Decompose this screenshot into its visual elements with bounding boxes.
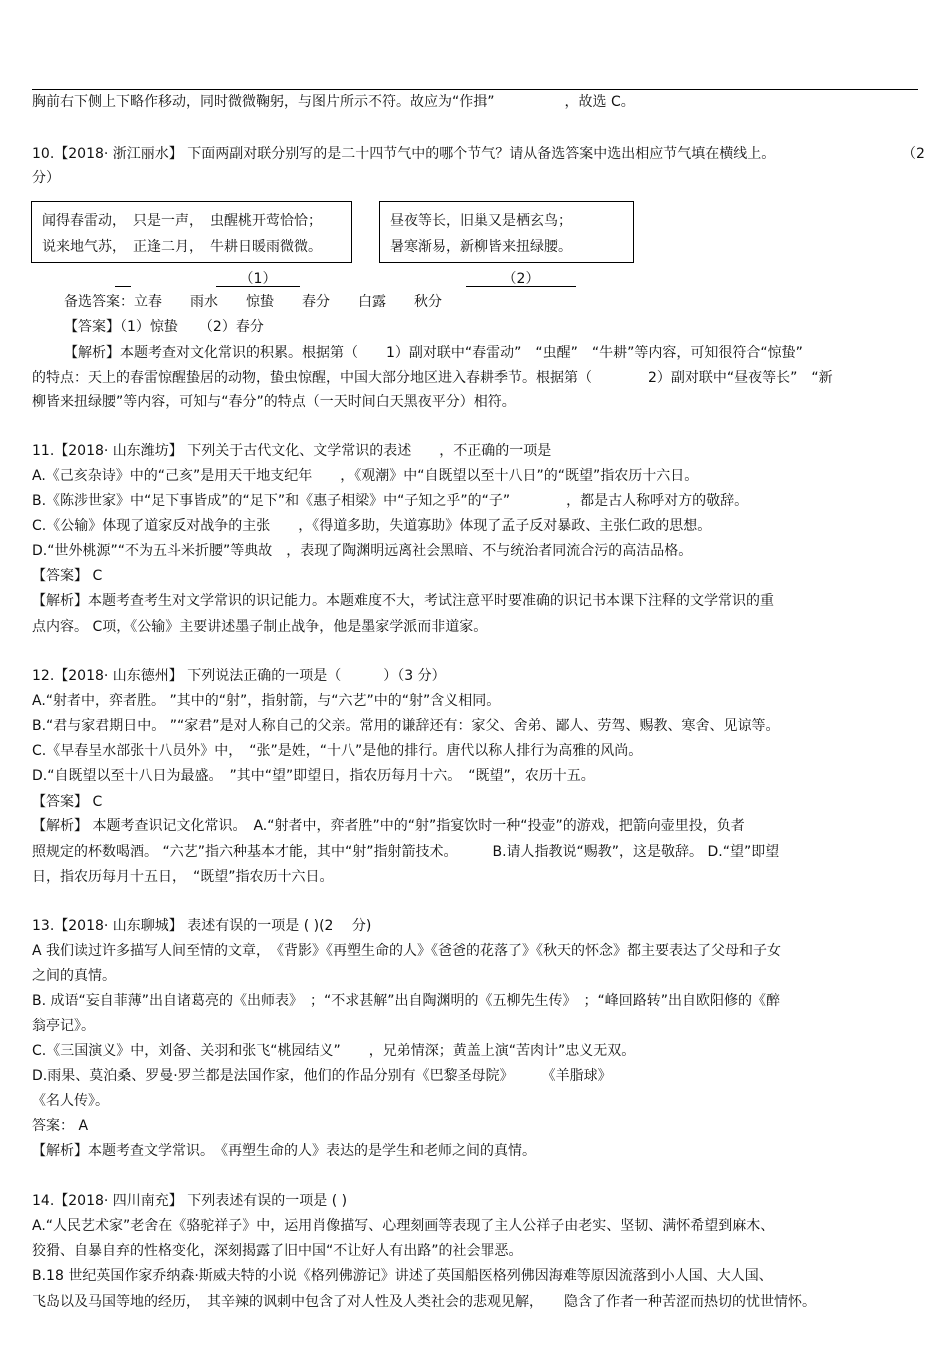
couplet-2-line-2: 暑寒渐易，新柳皆来扭绿腰。 — [390, 239, 572, 255]
question-12-option-a: A.“射者中，弈者胜。 ”其中的“射”，指射箭，与“六艺”中的“射”含义相同。 — [32, 693, 501, 709]
answer-blank-2[interactable] — [466, 268, 576, 287]
question-11-analysis-cont: 点内容。 C项，《公输》主要讲述墨子制止战争，他是墨家学派而非道家。 — [32, 619, 488, 635]
question-13-option-d: D.雨果、莫泊桑、罗曼·罗兰都是法国作家，他们的作品分别有《巴黎圣母院》 《羊脂球》 — [32, 1068, 612, 1084]
question-10-analysis: 【解析】本题考查对文化常识的积累。根据第（ 1）副对联中“春雷动” “虫醒” “牛耕”等内容，可知很符合“惊蛰” — [64, 345, 803, 361]
question-13-answer: 答案： A — [32, 1118, 89, 1134]
question-13-option-a: A 我们读过许多描写人间至情的文章， 《背影》《再塑生命的人》《爸爸的花落了》《秋天的怀念》都主要表达了父母和子女 — [32, 943, 782, 959]
question-10-analysis-cont: 柳皆来扭绿腰”等内容，可知与“春分”的特点（一天时间白天黑夜平分）相符。 — [32, 394, 516, 410]
question-11-option-c: C.《公输》体现了道家反对战争的主张 ，《得道多助，失道寡助》体现了孟子反对暴政、主张仁政的思想。 — [32, 518, 712, 534]
question-12-analysis-cont: 照规定的杯数喝酒。 “六艺”指六种基本才能，其中“射”指射箭技术。 B.请人指教说“赐教”，这是敬辞。 D.“望”即望 — [32, 844, 780, 860]
question-10-score-unit: 分） — [32, 170, 60, 186]
question-14-option-a: A.“人民艺术家”老舍在《骆驼祥子》中，运用肖像描写、心理刻画等表现了主人公祥子由老实、坚韧、满怀希望到麻木、 — [32, 1218, 775, 1234]
question-14-stem: 14.【2018· 四川南充】 下列表述有误的一项是 ( ) — [32, 1193, 348, 1209]
question-13-analysis: 【解析】本题考查文学常识。 《再塑生命的人》表达的是学生和老师之间的真情。 — [32, 1143, 536, 1159]
question-13-stem: 13.【2018· 山东聊城】 表述有误的一项是 ( )(2 分) — [32, 918, 372, 934]
question-10-stem: 10.【2018· 浙江丽水】 下面两副对联分别写的是二十四节气中的哪个节气？请从备选答案中选出相应节气填在横线上。 — [32, 146, 776, 162]
question-10-answer: 【答案】（1）惊蛰 （2）春分 — [64, 319, 264, 335]
question-10-analysis-cont: 的特点：天上的春雷惊醒蛰居的动物，蛰虫惊醒，中国大部分地区进入春耕季节。根据第（ 2）副对联中“昼夜等长” “新 — [32, 370, 833, 386]
question-12-analysis: 【解析】 本题考查识记文化常识。 A.“射者中，弈者胜”中的“射”指宴饮时一种“投壶”的游戏，把箭向壶里投，负者 — [32, 818, 745, 834]
question-13-option-b-cont: 翁亭记》。 — [32, 1018, 95, 1034]
question-12-option-d: D.“自既望以至十八日为最盛。 ”其中“望”即望日，指农历每月十六。 “既望”，农历十五。 — [32, 768, 595, 784]
question-11-option-d: D.“世外桃源”“不为五斗米折腰”等典故 ，表现了陶渊明远离社会黑暗、不与统治者同流合污的高洁品格。 — [32, 543, 693, 559]
couplet-box-1 — [31, 201, 352, 263]
question-12-stem: 12.【2018· 山东德州】 下列说法正确的一项是（ ）（3 分） — [32, 668, 446, 684]
question-11-option-b: B.《陈涉世家》中“足下事皆成”的“足下”和《惠子相梁》中“子知之乎”的“子” ，都是古人称呼对方的敬辞。 — [32, 493, 749, 509]
couplet-1-line-1: 闻得春雷动， 只是一声， 虫醒桃开莺恰恰； — [42, 213, 322, 229]
answer-blank-1-prefix — [115, 268, 131, 287]
blank-1-label: （1） — [239, 271, 277, 287]
question-14-option-b-cont: 飞岛以及马国等地的经历， 其辛辣的讽刺中包含了对人性及人类社会的悲观见解， 隐含了作者一种苦涩而热切的忧世情怀。 — [32, 1294, 816, 1310]
text-line: 胸前右下侧上下略作移动，同时微微鞠躬，与图片所示不符。故应为“作揖” ，故选 C。 — [32, 94, 635, 110]
question-10-options: 备选答案：立春 雨水 惊蛰 春分 白露 秋分 — [64, 294, 442, 310]
question-11-analysis: 【解析】本题考查考生对文学常识的识记能力。本题难度不大，考试注意平时要准确的识记书本课下注释的文学常识的重 — [32, 593, 774, 609]
question-12-option-c: C.《早春呈水部张十八员外》中， “张”是姓，“十八”是他的排行。唐代以称人排行为高雅的风尚。 — [32, 743, 643, 759]
question-13-option-d-cont: 《名人传》。 — [32, 1093, 109, 1109]
question-12-analysis-cont: 日，指农历每月十五日， “既望”指农历十六日。 — [32, 869, 334, 885]
question-14-option-a-cont: 狡猾、自暴自弃的性格变化，深刻揭露了旧中国“不让好人有出路”的社会罪恶。 — [32, 1243, 523, 1259]
question-11-stem: 11.【2018· 山东潍坊】 下列关于古代文化、文学常识的表述 ，不正确的一项是 — [32, 443, 552, 459]
question-13-option-b: B. 成语“妄自菲薄”出自诸葛亮的《出师表》 ；“不求甚解”出自陶渊明的《五柳先生传》 ；“峰回路转”出自欧阳修的《醉 — [32, 993, 781, 1009]
couplet-box-2 — [379, 201, 634, 263]
question-13-option-a-cont: 之间的真情。 — [32, 968, 116, 984]
question-12-answer: 【答案】 C — [32, 794, 103, 810]
question-10-score: （2 — [902, 146, 925, 162]
top-rule — [32, 89, 918, 90]
answer-blank-1[interactable] — [216, 268, 300, 287]
question-11-answer: 【答案】 C — [32, 568, 103, 584]
couplet-1-line-2: 说来地气苏， 正逢二月， 牛耕日暖雨微微。 — [42, 239, 322, 255]
blank-2-label: （2） — [502, 271, 540, 287]
question-12-option-b: B.“君与家君期日中。 ”“家君”是对人称自己的父亲。常用的谦辞还有：家父、舍弟、鄙人、劳驾、赐教、寒舍、见谅等。 — [32, 718, 780, 734]
question-14-option-b: B.18 世纪英国作家乔纳森·斯威夫特的小说《格列佛游记》讲述了英国船医格列佛因海难等原因流落到小人国、大人国、 — [32, 1268, 773, 1284]
question-13-option-c: C.《三国演义》中，刘备、关羽和张飞“桃园结义” ，兄弟情深；黄盖上演“苦肉计”忠义无双。 — [32, 1043, 636, 1059]
question-11-option-a: A.《己亥杂诗》中的“己亥”是用天干地支纪年 ，《观潮》中“自既望以至十八日”的“既望”指农历十六日。 — [32, 468, 699, 484]
couplet-2-line-1: 昼夜等长，旧巢又是栖玄鸟； — [390, 213, 572, 229]
